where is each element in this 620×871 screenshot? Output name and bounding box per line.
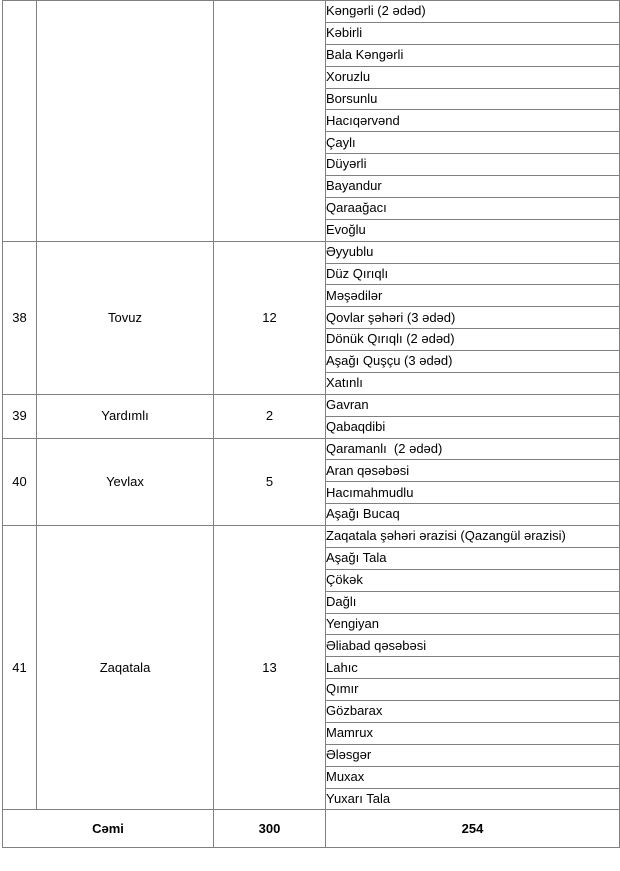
village-cell: Ələsgər [326, 744, 620, 766]
totals-label-cell: Cəmi [3, 810, 214, 848]
count-cell: 12 [214, 241, 326, 394]
village-cell: Əliabad qəsəbəsi [326, 635, 620, 657]
row-number-cell: 39 [3, 394, 37, 438]
village-cell: Borsunlu [326, 88, 620, 110]
count-cell: 2 [214, 394, 326, 438]
table-row [3, 394, 620, 416]
village-cell: Düz Qırıqlı [326, 263, 620, 285]
count-cell: 5 [214, 438, 326, 526]
village-cell: Gavran [326, 394, 620, 416]
village-cell: Evoğlu [326, 219, 620, 241]
totals-villages-cell: 254 [326, 810, 620, 848]
district-name-cell: Yevlax [37, 438, 214, 526]
count-cell: 13 [214, 526, 326, 810]
village-cell: Dönük Qırıqlı (2 ədəd) [326, 329, 620, 351]
table-row [3, 438, 620, 460]
district-name-cell: Tovuz [37, 241, 214, 394]
village-cell: Bala Kəngərli [326, 44, 620, 66]
district-name-cell: Zaqatala [37, 526, 214, 810]
village-cell: Qabaqdibi [326, 416, 620, 438]
village-cell: Kəbirli [326, 22, 620, 44]
village-cell: Qımır [326, 679, 620, 701]
village-cell: Xoruzlu [326, 66, 620, 88]
village-cell: Xatınlı [326, 372, 620, 394]
village-cell: Qovlar şəhəri (3 ədəd) [326, 307, 620, 329]
count-cell [214, 1, 326, 242]
village-cell: Hacıqərvənd [326, 110, 620, 132]
row-number-cell: 38 [3, 241, 37, 394]
row-number-cell [3, 1, 37, 242]
village-cell: Bayandur [326, 176, 620, 198]
totals-row [3, 810, 620, 848]
village-cell: Çaylı [326, 132, 620, 154]
village-cell: Hacımahmudlu [326, 482, 620, 504]
totals-count-cell: 300 [214, 810, 326, 848]
village-cell: Gözbarax [326, 701, 620, 723]
village-cell: Zaqatala şəhəri ərazisi (Qazangül ərazisi) [326, 526, 620, 548]
village-cell: Lahıc [326, 657, 620, 679]
village-cell: Aşağı Tala [326, 547, 620, 569]
row-number-cell: 40 [3, 438, 37, 526]
village-cell: Aşağı Quşçu (3 ədəd) [326, 351, 620, 373]
village-cell: Yengiyan [326, 613, 620, 635]
village-cell: Yuxarı Tala [326, 788, 620, 810]
village-cell: Çökək [326, 569, 620, 591]
table-row [3, 1, 620, 23]
row-number-cell: 41 [3, 526, 37, 810]
village-cell: Dağlı [326, 591, 620, 613]
village-cell: Mamrux [326, 722, 620, 744]
village-cell: Əyyublu [326, 241, 620, 263]
village-cell: Muxax [326, 766, 620, 788]
village-cell: Aran qəsəbəsi [326, 460, 620, 482]
table-row [3, 241, 620, 263]
district-name-cell: Yardımlı [37, 394, 214, 438]
table-row [3, 526, 620, 548]
village-cell: Aşağı Bucaq [326, 504, 620, 526]
district-name-cell [37, 1, 214, 242]
village-cell: Düyərli [326, 154, 620, 176]
village-cell: Qaramanlı (2 ədəd) [326, 438, 620, 460]
village-cell: Məşədilər [326, 285, 620, 307]
village-cell: Kəngərli (2 ədəd) [326, 1, 620, 23]
district-villages-table [2, 0, 620, 848]
village-cell: Qaraağacı [326, 197, 620, 219]
